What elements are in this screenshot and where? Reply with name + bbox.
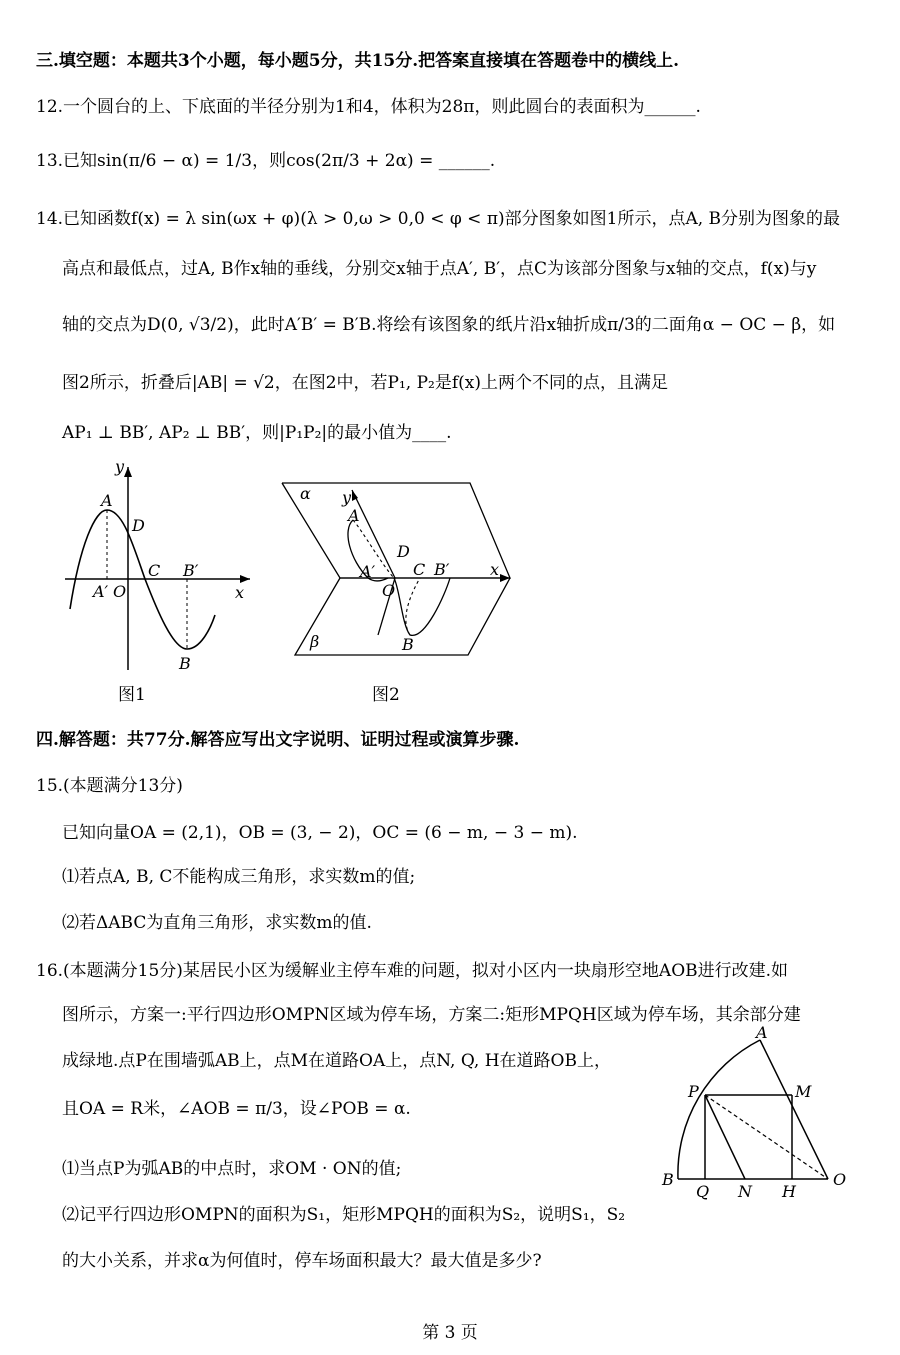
question-15-part2: ⑵若ΔABC为直角三角形，求实数m的值.	[62, 913, 372, 933]
figure-sector	[660, 1025, 860, 1205]
question-16-part2: ⑵记平行四边形OMPN的面积为S₁，矩形MPQH的面积为S₂，说明S₁，S₂	[62, 1205, 626, 1225]
sector-label-n: N	[738, 1182, 752, 1201]
section3-heading: 三.填空题：本题共3个小题，每小题5分，共15分.把答案直接填在答题卷中的横线上.	[36, 51, 680, 71]
fig2-label-o: O	[382, 581, 396, 600]
fig1-label-c: C	[148, 561, 161, 580]
question-16-line4: 且OA = R米，∠AOB = π/3，设∠POB = α.	[62, 1099, 411, 1119]
fig2-label-d: D	[397, 542, 410, 561]
question-14-line5: AP₁ ⊥ BB′, AP₂ ⊥ BB′，则|P₁P₂|的最小值为____.	[62, 423, 452, 443]
question-16-line2: 图所示，方案一:平行四边形OMPN区域为停车场，方案二:矩形MPQH区域为停车场，其余部分建	[62, 1005, 801, 1025]
figure-1	[55, 455, 265, 680]
fig1-label-o: O	[113, 582, 127, 601]
question-15-part1: ⑴若点A, B, C不能构成三角形，求实数m的值;	[62, 867, 416, 887]
fig1-label-ap: A′	[93, 582, 109, 601]
question-14-line4: 图2所示，折叠后|AB| = √2，在图2中，若P₁, P₂是f(x)上两个不同的点，且满足	[62, 373, 669, 393]
page-number: 第 3 页	[422, 1323, 478, 1343]
question-14-line2: 高点和最低点，过A, B作x轴的垂线，分别交x轴于点A′, B′，点C为该部分图象与x轴的交点，f(x)与y	[62, 259, 817, 279]
sector-label-h: H	[782, 1182, 796, 1201]
fig2-label-bp: B′	[434, 560, 450, 579]
figure-1-caption: 图1	[118, 685, 146, 705]
fig1-label-b: B	[179, 654, 191, 673]
fig2-label-b: B	[402, 635, 414, 654]
sector-label-p: P	[688, 1082, 699, 1101]
sector-label-m: M	[795, 1082, 812, 1101]
fig2-label-x: x	[490, 560, 500, 579]
figure-2-caption: 图2	[372, 685, 400, 705]
fig1-label-d: D	[132, 516, 145, 535]
question-16-part1: ⑴当点P为弧AB的中点时，求OM · ON的值;	[62, 1159, 402, 1179]
question-14-line1: 14.已知函数f(x) = λ sin(ωx + φ)(λ > 0,ω > 0,0 < φ < π)部分图象如图1所示，点A, B分别为图象的最	[36, 209, 841, 229]
question-16-line1: 16.(本题满分15分)某居民小区为缓解业主停车难的问题，拟对小区内一块扇形空地AOB进行改建.如	[36, 961, 789, 981]
fig2-label-a: A	[348, 506, 360, 525]
question-16-part2b: 的大小关系，并求α为何值时，停车场面积最大？最大值是多少?	[62, 1251, 542, 1271]
fig1-label-x: x	[235, 583, 245, 602]
fig2-label-alpha: α	[300, 484, 311, 503]
question-16-line3: 成绿地.点P在围墙弧AB上，点M在道路OA上，点N, Q, H在道路OB上，	[62, 1051, 611, 1071]
sector-label-q: Q	[696, 1182, 710, 1201]
fig2-label-beta: β	[310, 632, 320, 651]
fig1-label-y: y	[115, 457, 125, 476]
fig2-label-c: C	[413, 560, 426, 579]
question-15-given: 已知向量OA = (2,1)，OB = (3, − 2)，OC = (6 − m, − 3 − m).	[62, 823, 578, 843]
fig2-label-y: y	[342, 488, 352, 507]
sector-label-o: O	[833, 1170, 847, 1189]
question-15-title: 15.(本题满分13分)	[36, 776, 183, 796]
fig1-label-a: A	[101, 491, 113, 510]
figure-2	[270, 475, 530, 665]
sector-label-b: B	[662, 1170, 674, 1189]
question-13: 13.已知sin(π/6 − α) = 1/3，则cos(2π/3 + 2α) = ______.	[36, 151, 496, 171]
question-14-line3: 轴的交点为D(0, √3/2)，此时A′B′ = B′B.将绘有该图象的纸片沿x轴折成π/3的二面角α − OC − β，如	[62, 315, 836, 335]
question-12: 12.一个圆台的上、下底面的半径分别为1和4，体积为28π，则此圆台的表面积为______.	[36, 97, 701, 117]
fig2-label-ap: A′	[360, 562, 376, 581]
fig1-label-bp: B′	[183, 561, 199, 580]
sector-label-a: A	[756, 1023, 768, 1042]
section4-heading: 四.解答题：共77分.解答应写出文字说明、证明过程或演算步骤.	[36, 730, 520, 750]
